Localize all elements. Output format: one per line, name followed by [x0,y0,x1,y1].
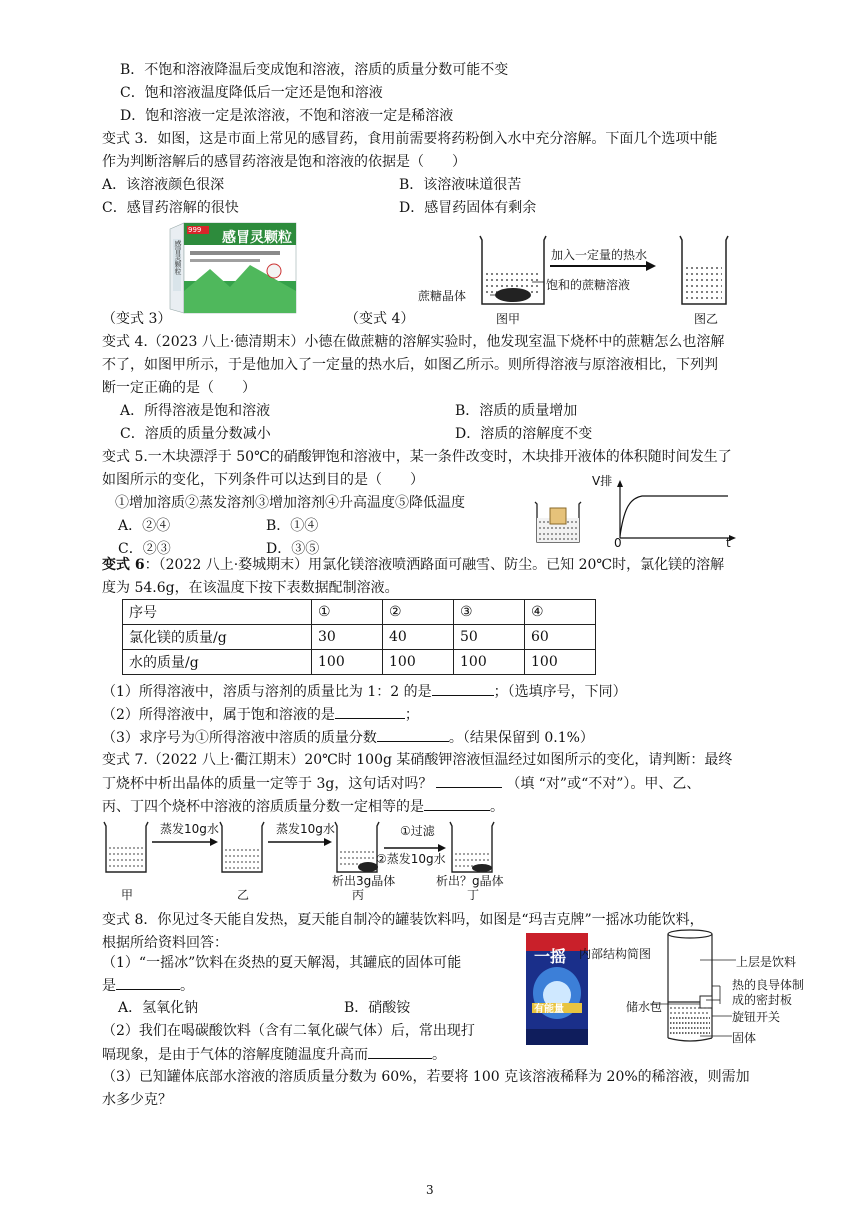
q4-stem-line3: 断一定正确的是（ ） [102,380,256,396]
q4-stem-line1: 变式 4.（2023 八上·德清期末）小德在做蔗糖的溶解实验时，他发现室温下烧杯中的蔗糖怎么也溶解 [102,334,725,350]
table-cell: 100 [383,650,454,675]
q8-sub1-line2: 是 。 [102,975,194,996]
beaker-label-bing: 丙 [352,888,365,902]
medicine-box-brand: 999 [188,226,202,234]
q6-stem-rest: ：（2022 八上·婺城期末）用氯化镁溶液喷洒路面可融雪、防尘。已知 20℃时，氯化镁的溶解 [144,557,725,573]
table-cell: 30 [312,625,383,650]
precipitate-label-3g: 析出3g晶体 [332,874,396,888]
q8-sub3-line2: 水多少克？ [102,1092,172,1108]
q4-figure-caption: （变式 4） [345,311,415,327]
table-cell: 50 [454,625,525,650]
table-cell: ① [312,600,383,625]
page-number: 3 [426,1183,434,1197]
table-row [123,650,596,675]
table-cell: 氯化镁的质量/g [123,625,312,650]
q7-stem-line1: 变式 7.（2022 八上·衢江期末）20℃时 100g 某硝酸钾溶液恒温经过如图所示的变化，请判断：最终 [102,752,733,768]
q8-option-b: B．硝酸铵 [344,1000,411,1016]
arrow-label-evaporate-3: ②蒸发10g水 [376,852,446,866]
graph-x-label: t [726,536,731,550]
label-water-bag: 储水包 [626,1000,663,1014]
q6-stem-line1 [102,555,724,575]
answer-blank[interactable] [436,773,502,788]
q6-sub3: （3）求序号为①所得溶液中溶质的质量分数 。（结果保留到 0.1%） [102,727,594,748]
label-sealing-plate-line2: 成的密封板 [732,993,793,1007]
table-cell: 100 [525,650,596,675]
fig4-solution-label: 饱和的蔗糖溶液 [546,278,631,292]
graph-origin-label: 0 [614,536,622,550]
table-cell: 序号 [123,600,312,625]
arrow-label-evaporate-1: 蒸发10g水 [160,822,219,836]
q5-option-b: B．①④ [266,518,319,534]
q6-sub2: （2）所得溶液中，属于饱和溶液的是 ； [102,704,419,725]
q3-stem-line2: 作为判断溶解后的感冒药溶液是饱和溶液的依据是（ ） [102,154,466,170]
q7-stem-line3: 丙、丁四个烧杯中溶液的溶质质量分数一定相等的是 。 [102,796,504,817]
q8-sub2-line1: （2）我们在喝碳酸饮料（含有二氧化碳气体）后，常出现打 [102,1023,475,1039]
medicine-box-side-text: 感冒灵颗粒 [174,240,182,275]
q3-option-a: A．该溶液颜色很深 [102,177,225,193]
volume-time-graph [610,478,740,542]
q8-stem-line2: 根据所给资料回答： [102,935,228,951]
answer-blank[interactable] [368,1044,432,1059]
q5-stem-line1: 变式 5.一木块漂浮于 50℃的硝酸钾饱和溶液中，某一条件改变时，木块排开液体的体积随时间发生了 [102,449,732,465]
arrow-label-filter: ①过滤 [400,824,435,838]
table-cell: 水的质量/g [123,650,312,675]
q4-option-c: C．溶质的质量分数减小 [120,426,271,442]
table-cell: 40 [383,625,454,650]
q8-sub1-line1: （1）“一摇冰”饮料在炎热的夏天解渴，其罐底的固体可能 [102,955,462,971]
label-knob-switch: 旋钮开关 [732,1010,781,1024]
beaker-label-ding: 丁 [467,888,480,902]
q5-conditions: ①增加溶质②蒸发溶剂③增加溶剂④升高温度⑤降低温度 [115,495,465,511]
beaker-label-jia: 甲 [121,888,134,902]
prev-option-b: B．不饱和溶液降温后变成饱和溶液，溶质的质量分数可能不变 [120,62,509,78]
q5-stem-line2: 如图所示的变化，下列条件可以达到目的是（ ） [102,472,424,488]
label-top-drink: 上层是饮料 [736,955,797,969]
table-row [123,600,596,625]
q6-stem-line2: 度为 54.6g，在该温度下按下表数据配制溶液。 [102,580,399,596]
q3-figure-caption: （变式 3） [102,311,172,327]
answer-blank[interactable] [377,727,449,742]
answer-blank[interactable] [335,704,405,719]
q8-option-a: A．氢氧化钠 [118,1000,199,1016]
q3-option-d: D．感冒药固体有剩余 [399,200,537,216]
q8-stem-line1: 变式 8．你见过冬天能自发热，夏天能自制冷的罐装饮料吗，如图是“玛吉克牌”一摇冰功能饮料， [102,912,704,928]
graph-y-label: V排 [592,474,613,488]
answer-blank[interactable] [116,975,180,990]
q4-stem-line2: 不了，如图甲所示，于是他加入了一定量的热水后，如图乙所示。则所得溶液与原溶液相比，下列判 [102,357,718,373]
table-cell: ③ [454,600,525,625]
medicine-box-title: 感冒灵颗粒 [222,230,292,246]
q5-option-a: A．②④ [118,518,171,534]
table-cell: 100 [454,650,525,675]
q3-stem-line1: 变式 3．如图，这是市面上常见的感冒药，食用前需要将药粉倒入水中充分溶解。下面几个选项中能 [102,131,718,147]
fig4-crystal-label: 蔗糖晶体 [418,289,467,303]
can-brand-text: 有能量 [534,1004,564,1015]
q5-option-d: D．③⑤ [266,541,320,557]
q3-option-c: C．感冒药溶解的很快 [102,200,239,216]
arrow-label-evaporate-2: 蒸发10g水 [276,822,335,836]
q7-stem-line2: 丁烧杯中析出晶体的质量一定等于 3g，这句话对吗？ （填 “对”或“不对”）。甲、乙、 [102,773,700,794]
sugar-beakers-diagram [470,232,730,308]
answer-blank[interactable] [424,796,490,811]
q6-sub1: （1）所得溶液中，溶质与溶剂的质量比为 1：2 的是 ；（选填序号，下同） [102,681,627,702]
beaker-label-yi: 乙 [237,888,250,902]
diagram-title: 内部结构简图 [579,947,652,961]
table-row [123,625,596,650]
q4-option-a: A．所得溶液是饱和溶液 [120,403,271,419]
table-cell: ④ [525,600,596,625]
answer-blank[interactable] [432,681,494,696]
q6-label: 变式 6 [102,557,145,573]
prev-option-d: D．饱和溶液一定是浓溶液，不饱和溶液一定是稀溶液 [120,108,454,124]
q8-sub3-line1: （3）已知罐体底部水溶液的溶质质量分数为 60%，若要将 100 克该溶液稀释为 20%的稀溶液，则需加 [102,1069,750,1085]
magnesium-chloride-table [122,599,596,675]
precipitate-label-unknown: 析出？g晶体 [436,874,504,888]
prev-option-c: C．饱和溶液温度降低后一定还是饱和溶液 [120,85,383,101]
q8-sub2-line2: 嗝现象，是由于气体的溶解度随温度升高而 。 [102,1044,446,1065]
can-big-text: 一摇 [534,947,567,966]
table-cell: ② [383,600,454,625]
fig4-arrow-label: 加入一定量的热水 [551,248,648,262]
q4-option-d: D．溶质的溶解度不变 [455,426,593,442]
fig4-caption-right: 图乙 [694,312,719,326]
floating-block-beaker [533,500,583,546]
q3-option-b: B．该溶液味道很苦 [399,177,522,193]
table-cell: 100 [312,650,383,675]
fig4-caption-left: 图甲 [496,312,521,326]
table-cell: 60 [525,625,596,650]
label-sealing-plate-line1: 热的良导体制 [732,978,805,992]
q5-option-c: C．②③ [118,541,171,557]
q4-option-b: B．溶质的质量增加 [455,403,578,419]
label-solid: 固体 [732,1031,757,1045]
